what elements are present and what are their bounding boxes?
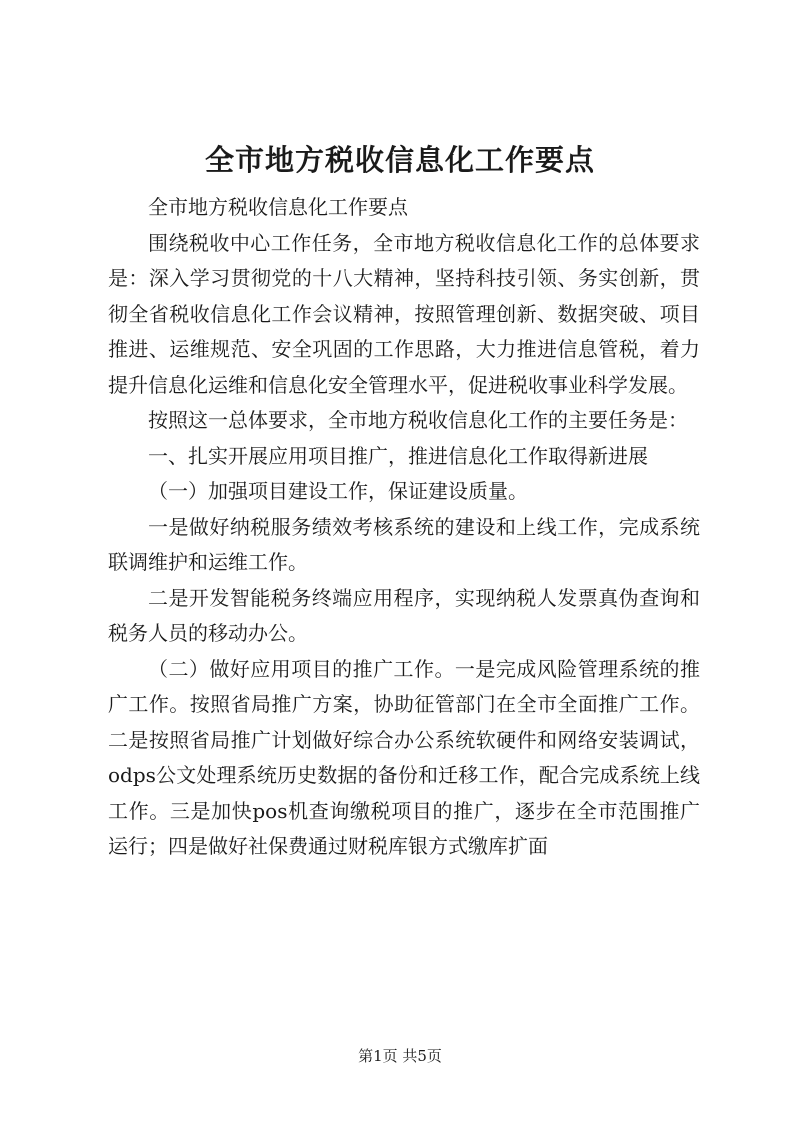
page-footer: 第1页 共5页 xyxy=(358,1047,442,1065)
paragraph-overall-requirement: 围绕税收中心工作任务，全市地方税收信息化工作的总体要求是：深入学习贯彻党的十八大精神，坚持科技引领、务实创新，贯彻全省税收信息化工作会议精神，按照管理创新、数据突破、项目推进、运维规范、安全巩固的工作思路，大力推进信息管税，着力提升信息化运维和信息化安全管理水平，促进税收事业科学发展。 xyxy=(108,230,700,397)
paragraph-item-1: 一是做好纳税服务绩效考核系统的建设和上线工作，完成系统联调维护和运维工作。 xyxy=(108,514,700,574)
section-heading-1: 一、扎实开展应用项目推广，推进信息化工作取得新进展 xyxy=(148,443,648,468)
paragraph-item-2: 二是开发智能税务终端应用程序，实现纳税人发票真伪查询和税务人员的移动办公。 xyxy=(108,585,700,645)
paragraph-subsection-2: （二）做好应用项目的推广工作。一是完成风险管理系统的推广工作。按照省局推广方案，协助征管部门在全市全面推广工作。二是按照省局推广计划做好综合办公系统软硬件和网络安装调试，odps公文处理系统历史数据的备份和迁移工作，配合完成系统上线工作。三是加快pos机查询缴税项目的推广，逐步在全市范围推广运行；四是做好社保费通过财税库银方式缴库扩面 xyxy=(108,656,700,858)
subsection-heading-1: （一）加强项目建设工作，保证建设质量。 xyxy=(148,479,528,503)
page-title: 全市地方税收信息化工作要点 xyxy=(204,143,595,177)
paragraph-main-tasks-intro: 按照这一总体要求，全市地方税收信息化工作的主要任务是： xyxy=(148,408,688,432)
document-body xyxy=(108,190,700,865)
paragraph-subtitle: 全市地方税收信息化工作要点 xyxy=(148,195,408,219)
